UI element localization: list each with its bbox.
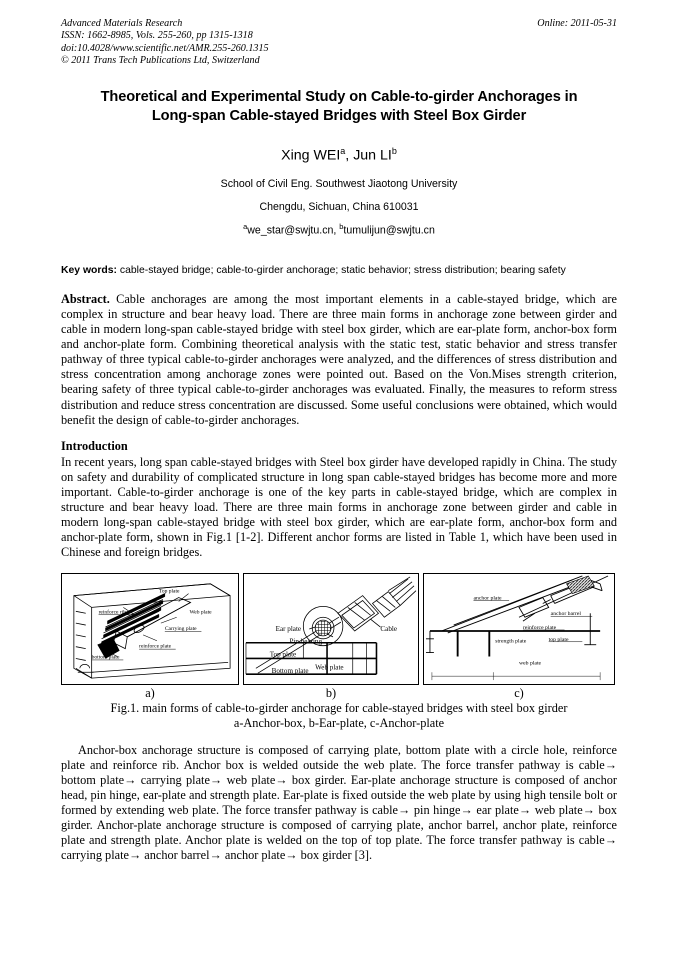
anchor-plate-drawing — [424, 574, 614, 684]
label-pin-bearing: Pin bearing — [289, 638, 323, 647]
affiliation-line-2: Chengdu, Sichuan, China 610031 — [259, 201, 419, 214]
figure-panel-letters — [61, 686, 617, 701]
label-web-plate: Web plate — [315, 663, 344, 672]
figure-caption-line-1: Fig.1. main forms of cable-to-girder anchorage for cable-stayed bridges with steel box girder — [110, 701, 568, 716]
author-emails — [61, 222, 617, 237]
author-separator: , — [345, 147, 354, 164]
author-line — [61, 146, 617, 164]
keywords-block — [61, 263, 617, 278]
label-web-plate: Web plate — [189, 609, 212, 616]
label-reinforce-plate: reinforce plate — [522, 625, 557, 632]
label-anchor-barrel: anchor barrel — [550, 611, 582, 618]
abstract-label: Abstract. — [61, 291, 110, 306]
email-marker-1: a — [243, 222, 248, 232]
ear-plate-drawing — [244, 574, 418, 684]
paper-title-line-1: Theoretical and Experimental Study on Cable-to-girder Anchorages in — [100, 88, 578, 105]
affiliation-block — [61, 176, 617, 215]
label-ear-plate: Ear plate — [275, 625, 302, 634]
page-content — [61, 18, 617, 863]
introduction-paragraph: In recent years, long span cable-stayed bridges with Steel box girder have developed rapidly in China. The study on safety and durability of complicated structure in long span cable-stayed bridges has become more and more important. Cable-to-girder anchorage is one of the key parts in cable-stayed bridge, which are complex in structure and bear heavy load. There are three main forms in anchorage zone between girder and cable in modern long-span cable-stayed bridge with steel box girder, which are ear-plate form, anchor-box form and anchor-plate form, shown in Fig.1 [1-2]. Different anchor forms are listed in Table 1, which have been used in Chinese and foreign bridges. — [61, 454, 617, 560]
author-affil-marker-2: b — [391, 145, 397, 156]
label-carrying-plate: Carrying plate — [164, 626, 197, 633]
figure-caption — [61, 701, 617, 731]
label-bottom-plate: Bottom plate — [271, 667, 309, 676]
figure-panel-c-anchor-plate — [423, 573, 615, 685]
email-marker-2: b — [339, 222, 344, 232]
copyright-line: © 2011 Trans Tech Publications Ltd, Switzerland — [61, 55, 260, 67]
journal-name: Advanced Materials Research — [61, 18, 183, 29]
paper-title — [61, 88, 617, 127]
author-affil-marker-1: a — [340, 145, 346, 156]
introduction-heading: Introduction — [61, 438, 128, 453]
journal-masthead — [61, 18, 617, 68]
label-strength-plate: strength plate — [495, 639, 527, 646]
figure-panel-a-anchor-box — [61, 573, 239, 685]
figure-panel-b-ear-plate — [243, 573, 419, 685]
label-anchor-plate: anchor plate — [473, 595, 502, 602]
body-paragraph-2: Anchor-box anchorage structure is composed of carrying plate, bottom plate with a circle hole, reinforce plate and reinforce rib. Anchor box is welded outside the web plate. The force transfer pathway is cable→ bottom plate→ carrying plate→ web plate→ box girder. Ear-plate anchorage structure is composed of anchor head, pin hinge, ear-plate and strength plate. Ear-plate is fixed outside the web plate by using high tensile bolt or formed by extending web plate. The force transfer pathway is cable→ pin hinge→ ear plate→ web plate→ box girder. Anchor-plate anchorage structure is composed of carrying plate, anchor barrel, anchor plate, reinforce plate and strength plate. Anchor plate is welded on the top of top plate. The force transfer pathway is cable→ carrying plate→ anchor barrel→ anchor plate→ box girder [3]. — [61, 742, 617, 863]
masthead-top-row — [61, 18, 617, 30]
email-address-2[interactable]: tumulijun@swjtu.cn — [343, 224, 435, 237]
label-web-plate: web plate — [519, 660, 542, 667]
label-bottom-plate: bottom plate — [91, 654, 120, 661]
label-top-plate: top plate — [548, 637, 569, 644]
label-top-plate: Top plate — [269, 650, 297, 659]
panel-letter-a: a) — [145, 686, 155, 701]
label-reinforce-plate: reinforce plate — [139, 644, 172, 651]
panel-letter-c: c) — [514, 686, 524, 701]
author-name-2: Jun LI — [353, 147, 392, 164]
label-top-plate: Top plate — [158, 589, 180, 596]
abstract-block — [61, 292, 617, 428]
anchor-box-drawing — [62, 574, 238, 684]
abstract-text: Cable anchorages are among the most important elements in a cable-stayed bridge, which are complex in structure and bear heavy load. There are three main forms in anchorage zone between girder and cable in modern long-span cable-stayed bridge with steel box girder, which are ear-plate form, anchor-box form and anchor-plate form. Combining theoretical analysis with the static test, static behavior and stress transfer pathway of three typical cable-to-girder anchorages were analyzed, and the differences of stress distribution and stress concentration among anchorage zones were pointed out. Based on the Von.Mises strength criterion, bearing safety of three typical cable-to-girder anchorages was evaluated. Finally, the measures to reform stress distribution and reduce stress concentration are discussed. Some useful conclusions were obtained, which would benefit the design of cable-to-girder anchorages. — [61, 291, 617, 427]
keywords-label: Key words: — [61, 264, 118, 276]
affiliation-line-1: School of Civil Eng. Southwest Jiaotong University — [220, 178, 458, 191]
doi-line: doi:10.4028/www.scientific.net/AMR.255-260.1315 — [61, 42, 269, 54]
label-cable: Cable — [380, 625, 398, 634]
panel-letter-b: b) — [325, 686, 337, 701]
label-reinforce-rib: reinforce rib — [98, 609, 127, 616]
email-address-1[interactable]: we_star@swjtu.cn, — [247, 224, 337, 237]
paper-title-line-2: Long-span Cable-stayed Bridges with Steel Box Girder — [151, 108, 527, 125]
online-date: Online: 2011-05-31 — [537, 18, 617, 29]
author-name-1: Xing WEI — [281, 147, 341, 164]
keywords-text: cable-stayed bridge; cable-to-girder anchorage; static behavior; stress distribution; bearing safety — [117, 264, 566, 276]
figure-caption-line-2: a-Anchor-box, b-Ear-plate, c-Anchor-plate — [233, 716, 445, 731]
figure-1 — [61, 573, 617, 685]
issn-line: ISSN: 1662-8985, Vols. 255-260, pp 1315-1318 — [61, 30, 253, 42]
